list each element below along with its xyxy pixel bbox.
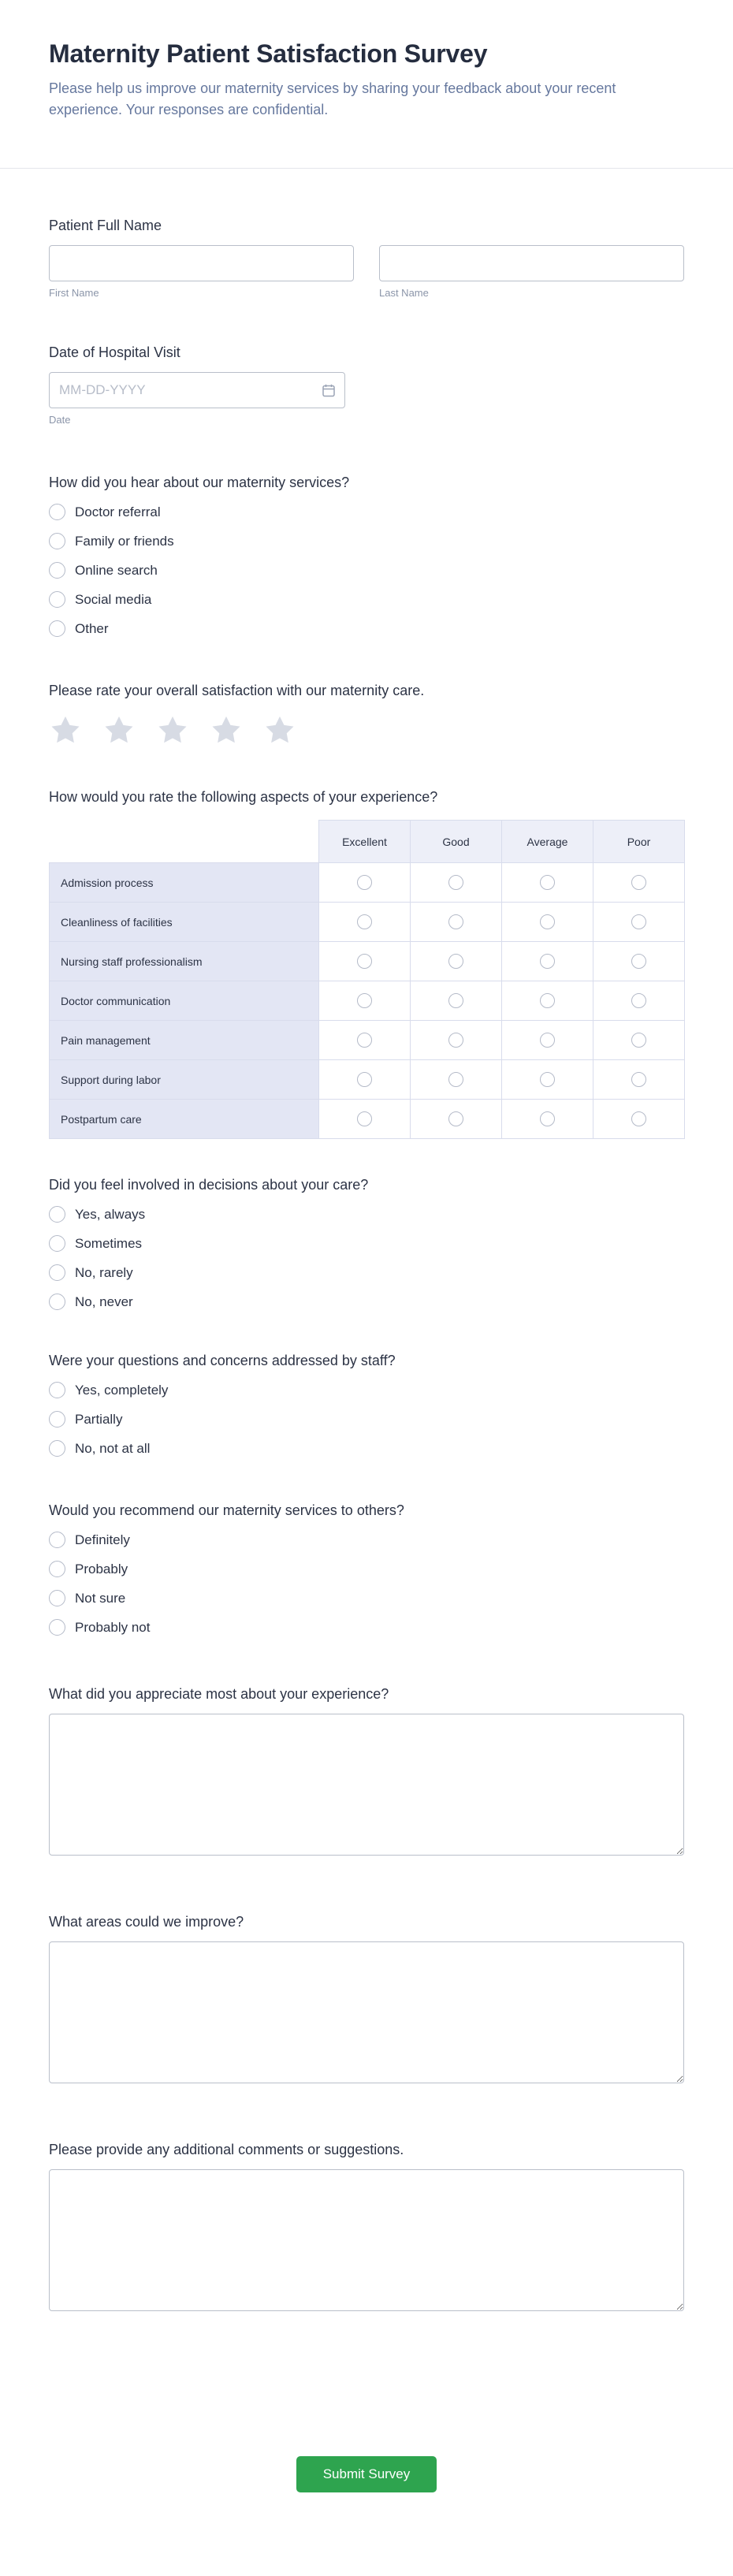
first-name-input[interactable] — [49, 245, 354, 281]
radio-options — [49, 1206, 684, 1310]
form-subtitle: Please help us improve our maternity services by sharing your feedback about your recent experience. Your responses are confidential. — [49, 80, 616, 117]
matrix-row-label: Cleanliness of facilities — [50, 903, 319, 942]
radio-option-label: Family or friends — [75, 534, 174, 549]
matrix-row — [50, 1021, 685, 1060]
matrix-row-label: Doctor communication — [50, 981, 319, 1021]
question-label: Were your questions and concerns addressed by staff? — [49, 1353, 396, 1368]
question-label: Please rate your overall satisfaction with our maternity care. — [49, 683, 425, 698]
radio-option[interactable] — [49, 1440, 684, 1457]
matrix-column-header: Poor — [593, 821, 685, 863]
matrix-radio-button[interactable] — [357, 914, 372, 929]
matrix-radio-button[interactable] — [357, 1033, 372, 1048]
matrix-column-header: Average — [502, 821, 593, 863]
question-areas-improve — [49, 1912, 684, 2083]
question-label: Please provide any additional comments or suggestions. — [49, 2142, 404, 2157]
matrix-row-label: Pain management — [50, 1021, 319, 1060]
radio-option-label: Sometimes — [75, 1236, 143, 1251]
star-icon[interactable] — [263, 713, 296, 746]
radio-option[interactable] — [49, 1532, 684, 1548]
matrix-radio-button[interactable] — [357, 1072, 372, 1087]
appreciate-textarea[interactable] — [49, 1714, 684, 1856]
radio-option[interactable] — [49, 533, 684, 549]
question-additional-comments — [49, 2140, 684, 2311]
radio-button[interactable] — [49, 504, 65, 520]
radio-button[interactable] — [49, 1532, 65, 1548]
date-input[interactable] — [49, 372, 345, 408]
radio-button[interactable] — [49, 533, 65, 549]
matrix-column-header: Good — [411, 821, 502, 863]
matrix-radio-button[interactable] — [357, 954, 372, 969]
matrix-radio-button[interactable] — [631, 954, 646, 969]
matrix-row-label: Admission process — [50, 863, 319, 903]
matrix-radio-button[interactable] — [631, 1033, 646, 1048]
matrix-radio-button[interactable] — [357, 993, 372, 1008]
star-icon[interactable] — [49, 713, 82, 746]
radio-options — [49, 1532, 684, 1636]
matrix-radio-button[interactable] — [540, 1072, 555, 1087]
matrix-cell[interactable] — [502, 1021, 593, 1060]
matrix-corner-cell — [50, 821, 319, 863]
matrix-cell[interactable] — [319, 981, 411, 1021]
radio-button[interactable] — [49, 620, 65, 637]
matrix-radio-button[interactable] — [540, 875, 555, 890]
first-name-sublabel: First Name — [49, 287, 99, 299]
matrix-radio-button[interactable] — [540, 1033, 555, 1048]
matrix-radio-button[interactable] — [448, 993, 463, 1008]
radio-button[interactable] — [49, 1382, 65, 1398]
matrix-cell[interactable] — [411, 981, 502, 1021]
question-patient-name — [49, 216, 684, 299]
matrix-cell[interactable] — [319, 1060, 411, 1100]
radio-option-label: Definitely — [75, 1532, 130, 1547]
last-name-field — [379, 245, 684, 299]
matrix-cell[interactable] — [502, 903, 593, 942]
radio-option-label: Yes, always — [75, 1207, 146, 1222]
matrix-cell[interactable] — [411, 863, 502, 903]
question-experience-matrix — [49, 787, 684, 1139]
radio-option[interactable] — [49, 504, 684, 520]
matrix-radio-button[interactable] — [448, 1111, 463, 1126]
question-label: How would you rate the following aspects of your experience? — [49, 789, 438, 805]
matrix-radio-button[interactable] — [540, 954, 555, 969]
matrix-row-label: Nursing staff professionalism — [50, 942, 319, 981]
radio-option-label: Probably not — [75, 1620, 151, 1635]
matrix-cell[interactable] — [593, 1100, 685, 1139]
form-title: Maternity Patient Satisfaction Survey — [49, 39, 488, 68]
matrix-cell[interactable] — [502, 863, 593, 903]
radio-option-label: No, never — [75, 1294, 133, 1309]
radio-option[interactable] — [49, 1619, 684, 1636]
matrix-radio-button[interactable] — [540, 993, 555, 1008]
matrix-cell[interactable] — [502, 981, 593, 1021]
matrix-row — [50, 863, 685, 903]
matrix-radio-button[interactable] — [357, 1111, 372, 1126]
radio-option-label: No, not at all — [75, 1441, 151, 1456]
name-fields-row — [49, 245, 684, 299]
question-label: What areas could we improve? — [49, 1914, 244, 1930]
matrix-radio-button[interactable] — [357, 875, 372, 890]
matrix-radio-button[interactable] — [448, 1072, 463, 1087]
matrix-cell[interactable] — [411, 903, 502, 942]
radio-option-label: Doctor referral — [75, 504, 161, 519]
radio-option-label: No, rarely — [75, 1265, 133, 1280]
radio-option-label: Yes, completely — [75, 1383, 169, 1398]
comments-textarea[interactable] — [49, 2169, 684, 2311]
calendar-icon[interactable] — [321, 382, 337, 398]
header-divider — [0, 168, 733, 169]
radio-button[interactable] — [49, 1561, 65, 1577]
matrix-cell[interactable] — [593, 1021, 685, 1060]
radio-options — [49, 504, 684, 637]
matrix-row — [50, 903, 685, 942]
radio-button[interactable] — [49, 1440, 65, 1457]
radio-button[interactable] — [49, 1206, 65, 1223]
matrix-cell[interactable] — [319, 942, 411, 981]
radio-button[interactable] — [49, 562, 65, 579]
radio-option-label: Social media — [75, 592, 152, 607]
matrix-row — [50, 942, 685, 981]
matrix-row — [50, 1100, 685, 1139]
matrix-radio-button[interactable] — [631, 1111, 646, 1126]
radio-options — [49, 1382, 684, 1457]
matrix-cell[interactable] — [411, 942, 502, 981]
radio-button[interactable] — [49, 1619, 65, 1636]
radio-option[interactable] — [49, 562, 684, 579]
matrix-cell[interactable] — [502, 942, 593, 981]
matrix-radio-button[interactable] — [631, 875, 646, 890]
question-visit-date — [49, 343, 684, 426]
matrix-radio-button[interactable] — [631, 1072, 646, 1087]
question-concerns-addressed — [49, 1351, 684, 1457]
matrix-cell[interactable] — [411, 1060, 502, 1100]
matrix-radio-button[interactable] — [448, 914, 463, 929]
matrix-cell[interactable] — [319, 1100, 411, 1139]
radio-button[interactable] — [49, 1235, 65, 1252]
radio-option[interactable] — [49, 1206, 684, 1223]
date-sublabel: Date — [49, 414, 71, 426]
radio-button[interactable] — [49, 1411, 65, 1428]
question-involved-decisions — [49, 1175, 684, 1310]
matrix-cell[interactable] — [319, 1021, 411, 1060]
question-recommend — [49, 1501, 684, 1636]
matrix-radio-button[interactable] — [448, 954, 463, 969]
question-hear-about — [49, 473, 684, 637]
matrix-row — [50, 981, 685, 1021]
matrix-radio-button[interactable] — [631, 914, 646, 929]
radio-option-label: Partially — [75, 1412, 123, 1427]
radio-option[interactable] — [49, 1294, 684, 1310]
first-name-field — [49, 245, 354, 299]
date-field — [49, 372, 345, 408]
matrix-column-header: Excellent — [319, 821, 411, 863]
star-icon[interactable] — [102, 713, 136, 746]
matrix-radio-button[interactable] — [540, 914, 555, 929]
question-label: How did you hear about our maternity services? — [49, 475, 350, 490]
submit-button[interactable]: Submit Survey — [296, 2456, 437, 2492]
radio-button[interactable] — [49, 1294, 65, 1310]
matrix-radio-button[interactable] — [448, 875, 463, 890]
matrix-row-label: Postpartum care — [50, 1100, 319, 1139]
matrix-row-label: Support during labor — [50, 1060, 319, 1100]
radio-option-label: Online search — [75, 563, 158, 578]
matrix-cell[interactable] — [502, 1100, 593, 1139]
form-header — [0, 0, 733, 121]
radio-option[interactable] — [49, 1264, 684, 1281]
question-label: Would you recommend our maternity services to others? — [49, 1502, 404, 1518]
star-icon[interactable] — [156, 713, 189, 746]
improve-textarea[interactable] — [49, 1941, 684, 2083]
radio-button[interactable] — [49, 1264, 65, 1281]
survey-form — [0, 216, 733, 2576]
matrix-cell[interactable] — [319, 863, 411, 903]
matrix-cell[interactable] — [411, 1021, 502, 1060]
question-label: Did you feel involved in decisions about your care? — [49, 1177, 369, 1193]
star-rating — [49, 713, 684, 746]
radio-option[interactable] — [49, 1590, 684, 1606]
radio-option-label: Probably — [75, 1562, 128, 1576]
submit-row — [49, 2456, 684, 2576]
matrix-cell[interactable] — [593, 1060, 685, 1100]
matrix-cell[interactable] — [502, 1060, 593, 1100]
star-icon[interactable] — [210, 713, 243, 746]
radio-option-label: Other — [75, 621, 109, 636]
question-overall-satisfaction — [49, 681, 684, 746]
matrix-row — [50, 1060, 685, 1100]
radio-button[interactable] — [49, 1590, 65, 1606]
radio-option-label: Not sure — [75, 1591, 126, 1606]
radio-option[interactable] — [49, 1411, 684, 1428]
matrix-radio-button[interactable] — [448, 1033, 463, 1048]
matrix-radio-button[interactable] — [631, 993, 646, 1008]
radio-option[interactable] — [49, 591, 684, 608]
radio-option[interactable] — [49, 1235, 684, 1252]
matrix-cell[interactable] — [593, 981, 685, 1021]
last-name-input[interactable] — [379, 245, 684, 281]
radio-button[interactable] — [49, 591, 65, 608]
question-appreciate-most — [49, 1684, 684, 1856]
matrix-radio-button[interactable] — [540, 1111, 555, 1126]
question-label: Date of Hospital Visit — [49, 344, 180, 360]
matrix-cell[interactable] — [593, 942, 685, 981]
matrix-cell[interactable] — [593, 863, 685, 903]
question-label: Patient Full Name — [49, 218, 162, 233]
radio-option[interactable] — [49, 620, 684, 637]
radio-option[interactable] — [49, 1382, 684, 1398]
matrix-cell[interactable] — [411, 1100, 502, 1139]
last-name-sublabel: Last Name — [379, 287, 429, 299]
matrix-cell[interactable] — [319, 903, 411, 942]
matrix-cell[interactable] — [593, 903, 685, 942]
matrix-table — [49, 820, 685, 1139]
question-label: What did you appreciate most about your experience? — [49, 1686, 389, 1702]
radio-option[interactable] — [49, 1561, 684, 1577]
